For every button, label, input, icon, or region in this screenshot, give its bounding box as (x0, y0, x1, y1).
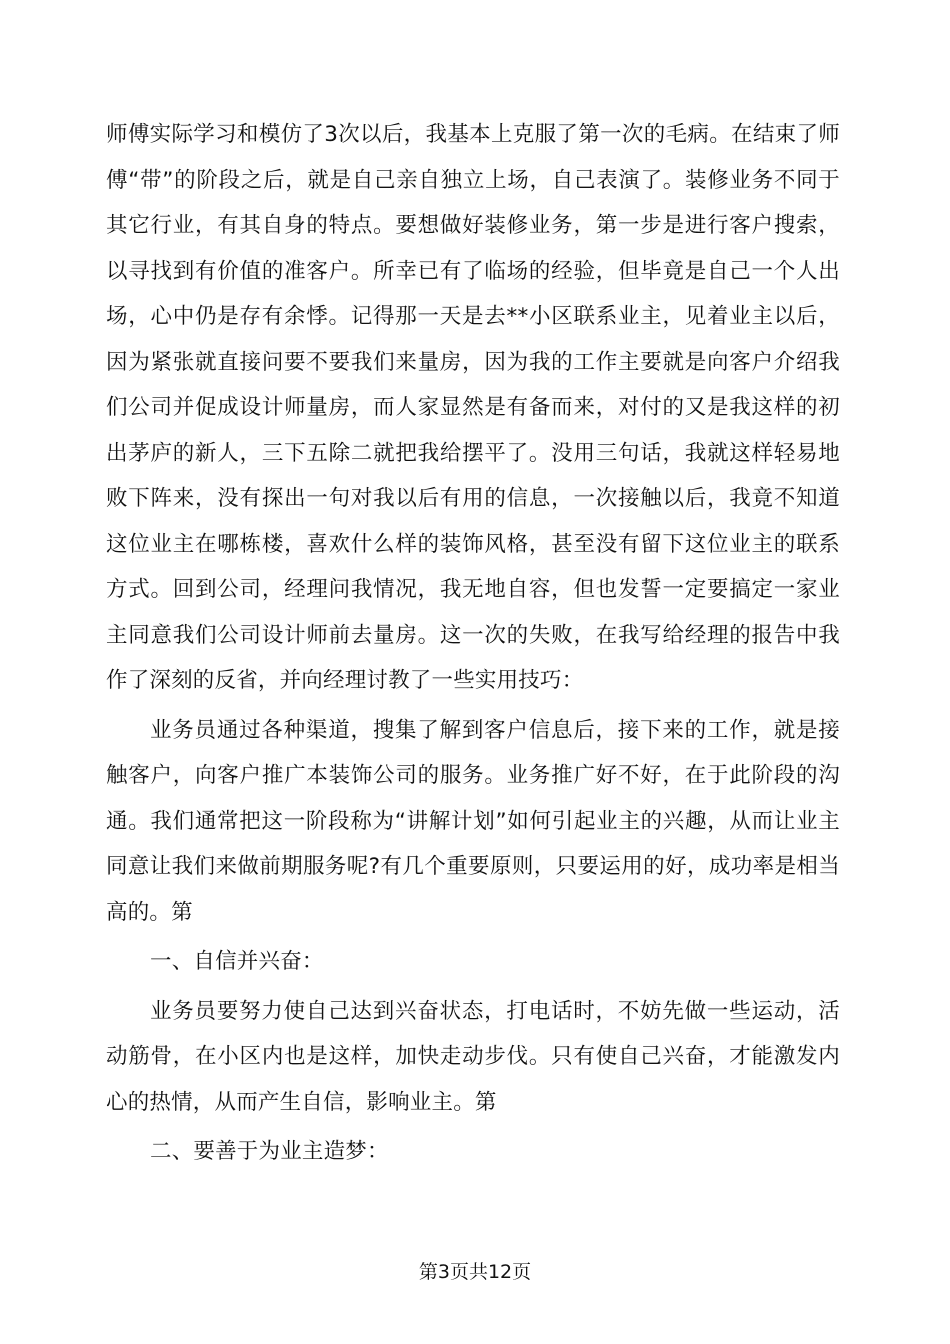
document-body (106, 112, 840, 1175)
paragraph-3: 业务员要努力使自己达到兴奋状态，打电话时，不妨先做一些运动，活动筋骨，在小区内也是这样，加快走动步伐。只有使自己兴奋，才能激发内心的热情，从而产生自信，影响业主。第 (106, 998, 840, 1115)
paragraph-1: 师傅实际学习和模仿了3次以后，我基本上克服了第一次的毛病。在结束了师傅“带”的阶段之后，就是自己亲自独立上场，自己表演了。装修业务不同于其它行业，有其自身的特点。要想做好装修业务，第一步是进行客户搜索，以寻找到有价值的准客户。所幸已有了临场的经验，但毕竟是自己一个人出场，心中仍是存有余悸。记得那一天是去**小区联系业主，见着业主以后，因为紧张就直接问要不要我们来量房，因为我的工作主要就是向客户介绍我们公司并促成设计师量房，而人家显然是有备而来，对付的又是我这样的初出茅庐的新人，三下五除二就把我给摆平了。没用三句话，我就这样轻易地败下阵来，没有探出一句对我以后有用的信息，一次接触以后，我竟不知道这位业主在哪栋楼，喜欢什么样的装饰风格，甚至没有留下这位业主的联系方式。回到公司，经理问我情况，我无地自容，但也发誓一定要搞定一家业主同意我们公司设计师前去量房。这一次的失败，在我写给经理的报告中我作了深刻的反省，并向经理讨教了一些实用技巧： (106, 122, 840, 693)
section-heading-1: 一、自信并兴奋： (150, 949, 324, 974)
page-number-footer: 第3页共12页 (418, 1261, 532, 1283)
paragraph-2: 业务员通过各种渠道，搜集了解到客户信息后，接下来的工作，就是接触客户，向客户推广本装饰公司的服务。业务推广好不好，在于此阶段的沟通。我们通常把这一阶段称为“讲解计划”如何引起业主的兴趣，从而让业主同意让我们来做前期服务呢?有几个重要原则，只要运用的好，成功率是相当高的。第 (106, 717, 840, 925)
section-heading-2: 二、要善于为业主造梦： (150, 1139, 389, 1164)
